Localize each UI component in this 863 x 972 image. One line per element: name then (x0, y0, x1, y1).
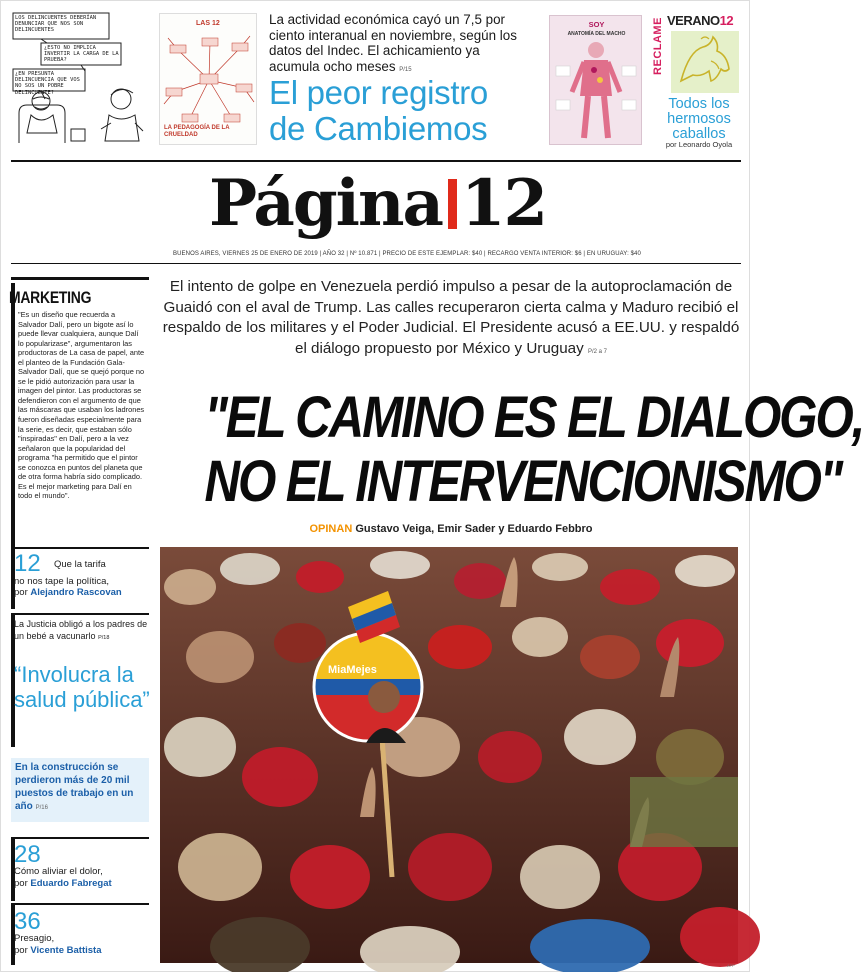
item28-text: Cómo aliviar el dolor, (14, 866, 103, 877)
sidebar-rule-3 (11, 837, 149, 839)
item-36[interactable] (14, 908, 149, 957)
opinan-label: OPINAN (309, 523, 353, 535)
item12-by: por (14, 587, 28, 598)
photo-credit: AFP (727, 963, 735, 968)
economy-summary (269, 12, 531, 78)
justicia-text: La Justicia obligó a los padres de un bebé a vacunarlo (14, 619, 148, 641)
economy-headline-line2: de Cambiemos (269, 110, 488, 147)
las12-promo[interactable] (159, 13, 257, 145)
item36-byline (14, 945, 149, 957)
sidebar-rule-2 (11, 613, 149, 615)
opinan-names: Gustavo Veiga, Emir Sader y Eduardo Febbro (355, 523, 593, 535)
verano12-logo (667, 13, 733, 28)
lead-headline[interactable] (204, 385, 863, 514)
logo-text-a: Página (209, 166, 442, 241)
economy-headline[interactable] (269, 75, 541, 147)
marketing-title: MARKETING (9, 288, 92, 307)
top-divider (11, 160, 741, 162)
item12-number: 12 (14, 550, 41, 577)
anatomy-figure-icon (550, 36, 643, 146)
item36-by: por (14, 945, 28, 956)
item12-author: Alejandro Rascovan (30, 587, 122, 598)
crowd-photo-icon (160, 547, 738, 963)
construccion-ref: P/16 (35, 805, 48, 811)
lead-deck-ref: P/2 a 7 (587, 348, 607, 355)
cartoon-bubble-3: ¿EN PRESUNTA DELINCUENCIA QUE VOS NO SOS UN POBRE DELINCUENTE? (15, 71, 80, 96)
sidebar-rule-4 (11, 903, 149, 905)
item12-text-a: Que la tarifa (54, 559, 106, 570)
logo-text-b: 12 (460, 166, 546, 241)
sidebar-rule-1 (11, 547, 149, 549)
soy-supplement-promo[interactable] (549, 15, 642, 145)
economy-summary-text: La actividad económica cayó un 7,5 por ciento interanual en noviembre, según los datos del Indec. El achicamiento ya acumula ocho meses (269, 12, 517, 74)
item36-text: Presagio, (14, 933, 55, 944)
reclame-vertical-text: RECLAME (652, 17, 664, 75)
item28-byline (14, 878, 149, 890)
opinan-line (161, 523, 741, 535)
editorial-cartoon (11, 11, 149, 149)
logo-red-bar (448, 179, 457, 229)
pagina12-logo[interactable] (209, 167, 546, 241)
horse-illustration-icon (671, 31, 739, 93)
masthead-divider (11, 263, 741, 264)
top-strip (1, 1, 751, 159)
mindmap-icon (160, 30, 258, 130)
soy-subtitle: ANATOMÍA DEL MACHO (567, 31, 626, 37)
lead-photo[interactable] (160, 547, 738, 963)
sidebar-top-rule (11, 277, 149, 280)
masthead (1, 163, 751, 257)
lead-deck (161, 277, 741, 362)
marketing-body: "Es un diseño que recuerda a Salvador Dalí, pero un bigote así lo puede llevar cualquiera, aunque Dalí lo popularizase", argumentaron las productoras de La casa de papel, ante el planteo de la Fundación Gala-Salvador Dalí, que se quejó porque no se le pidió autorización para usar la imagen del pintor. Las productoras se defendieron con el argumento de que las máscaras que usaban los ladrones fueron diseñadas especialmente para la serie, es decir, que estaban sólo "inspiradas" en Dalí, pero a la vez señalaron que la popularidad del programa "ha permitido que el pintor se conozca en puntos del planeta que de otra forma habría sido complicado. Es el mejor marketing para Dalí en todo el mundo". (18, 310, 145, 501)
justicia-ref: P/18 (98, 634, 110, 641)
justicia-quote[interactable]: “Involucra la salud pública” (14, 662, 150, 712)
justicia-item[interactable] (14, 619, 149, 644)
marketing-side-bar (11, 283, 15, 547)
verano12-logo-b: 12 (719, 13, 734, 28)
lead-headline-line1: "EL CAMINO ES EL DIALOGO, (204, 385, 863, 450)
verano12-logo-a: VERANO (667, 13, 720, 28)
economy-page-ref: P/15 (399, 66, 412, 73)
cartoon-bubble-2: ¿ESTO NO IMPLICA INVERTIR LA CARGA DE LA PRUEBA? (44, 45, 119, 64)
las12-caption: LA PEDAGOGÍA DE LA CRUELDAD (164, 125, 230, 138)
item-28[interactable] (14, 841, 149, 890)
item12-text-b: no nos tape la política, (14, 576, 110, 587)
reclame-title[interactable]: Todos los hermosos caballos (667, 96, 731, 142)
cartoon-bubble-1: LOS DELINCUENTES DEBERÍAN DENUNCIAR QUE NOS SON DELINCUENTES (15, 15, 97, 34)
item28-number: 28 (14, 841, 41, 868)
economy-headline-line1: El peor registro (269, 74, 488, 111)
item36-number: 36 (14, 908, 41, 935)
reclame-vertical-label (651, 15, 665, 79)
item12-text-b-line (14, 576, 154, 598)
reclame-byline: por Leonardo Oyola (665, 140, 733, 149)
soy-logo: SOY (588, 20, 605, 29)
sign-text: MiaMejes (328, 664, 377, 676)
lead-deck-text: El intento de golpe en Venezuela perdió impulso a pesar de la autoproclamación de Guaidó con el aval de Trump. Las calles recuperaron cierta calma y Maduro recibió el respaldo de los militares y el Poder Judicial. El Presidente acusó a EE.UU. y respaldó el diálogo propuesto por México y Uruguay (162, 278, 740, 357)
item28-by: por (14, 878, 28, 889)
las12-logo: LAS 12 (196, 20, 220, 27)
construccion-text: En la construcción se perdieron más de 20 mil puestos de trabajo en un año (15, 762, 134, 812)
construccion-box[interactable] (11, 758, 149, 822)
item36-author: Vicente Battista (30, 945, 102, 956)
dateline: BUENOS AIRES, VIERNES 25 DE ENERO DE 2019 | AÑO 32 | Nº 10.871 | PRECIO DE ESTE EJEMPLAR: $40 | RECARGO VENTA INTERIOR: $6 | EN URUGUAY: $40 (173, 251, 641, 257)
item28-author: Eduardo Fabregat (30, 878, 112, 889)
lead-headline-line2: NO EL INTERVENCIONISMO" (204, 449, 841, 514)
